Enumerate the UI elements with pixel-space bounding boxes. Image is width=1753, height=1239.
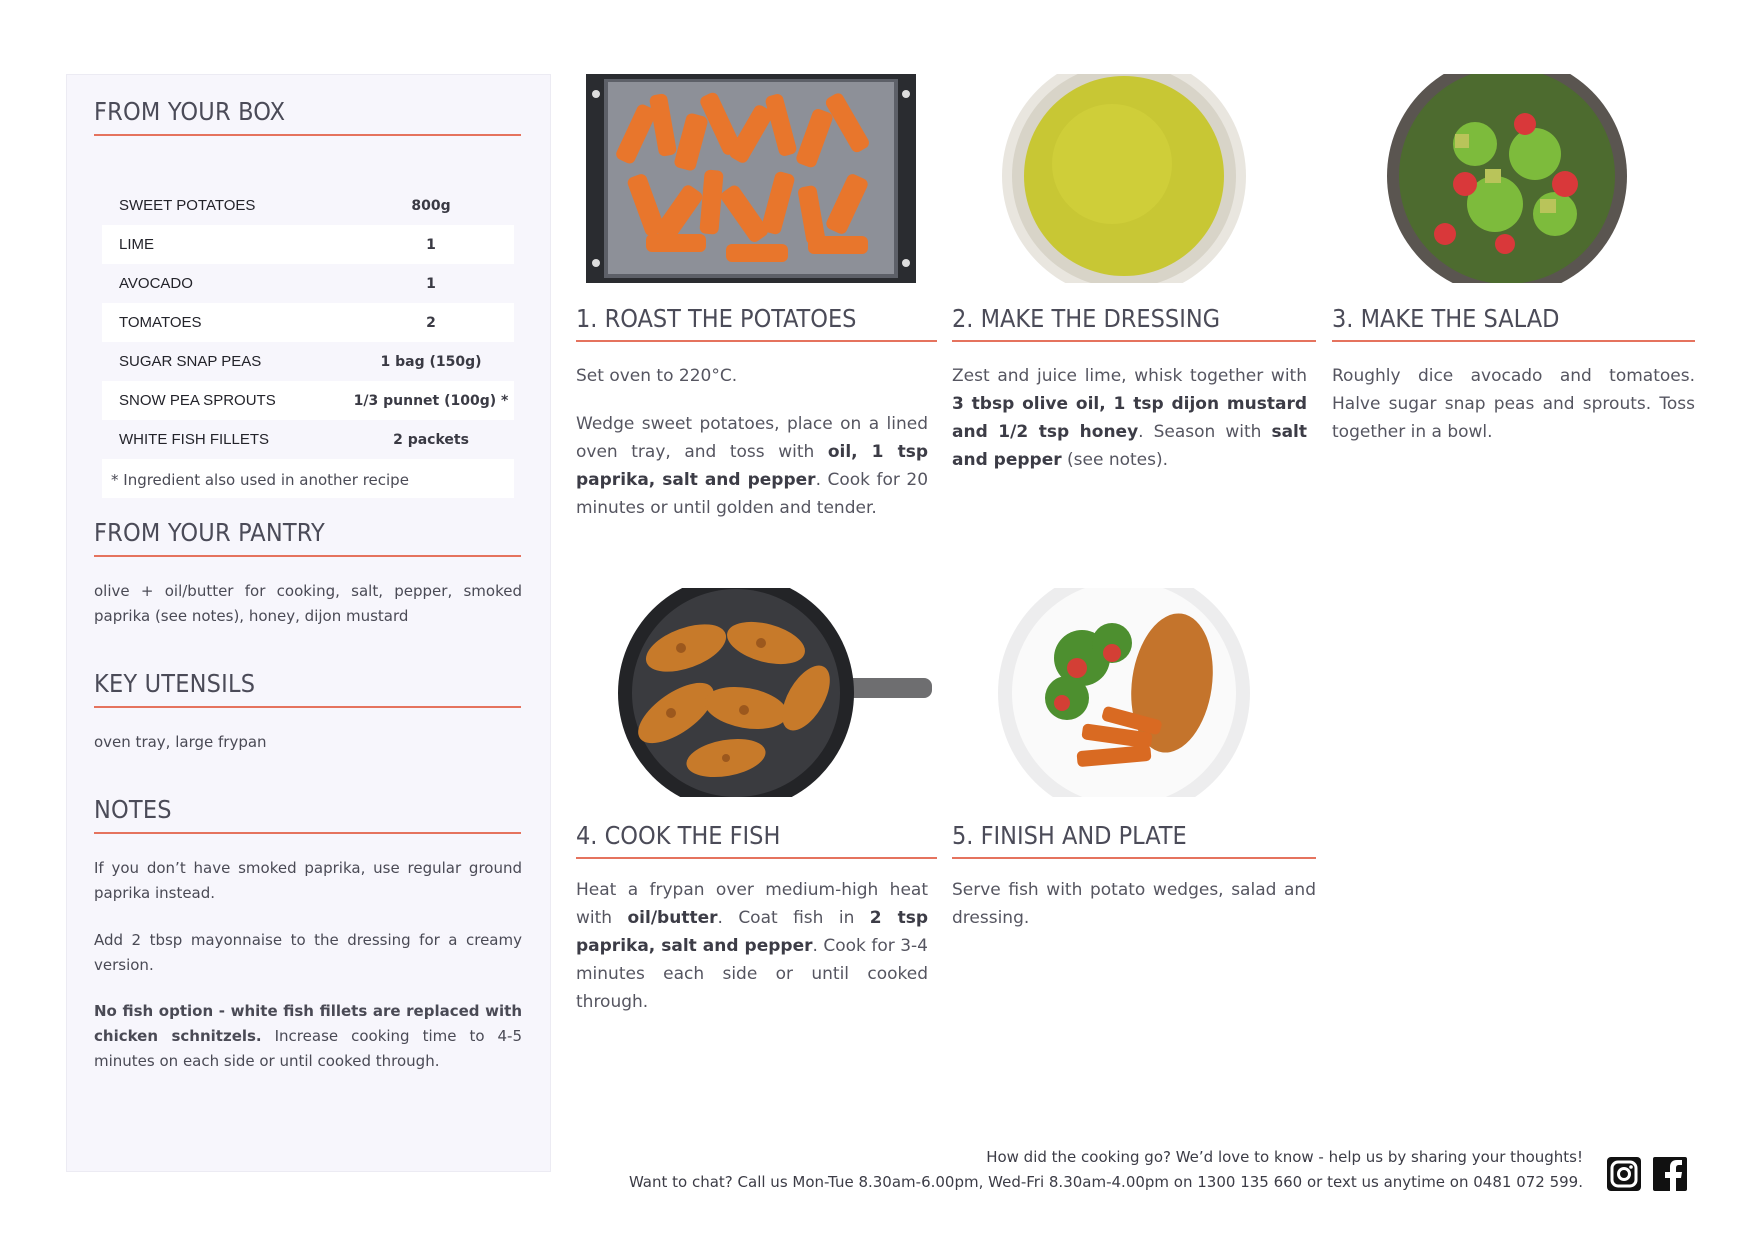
step-1-body bbox=[576, 362, 928, 542]
pantry-text: olive + oil/butter for cooking, salt, pepper, smoked paprika (see notes), honey, dijon mustard bbox=[94, 582, 522, 625]
step-5-body bbox=[952, 876, 1316, 952]
step-1-p2-bold: oil, 1 tsp paprika, salt and pepper bbox=[576, 442, 928, 490]
note-2: Add 2 tbsp mayonnaise to the dressing for a creamy version. bbox=[94, 931, 522, 974]
ingredient-name: WHITE FISH FILLETS bbox=[119, 431, 270, 448]
finished-plate-image bbox=[982, 588, 1266, 797]
step-1-p2 bbox=[576, 410, 928, 522]
ingredient-name: SWEET POTATOES bbox=[119, 197, 256, 214]
ingredient-qty: 1 bag (150g) bbox=[380, 353, 482, 370]
step-4-p bbox=[576, 876, 928, 1016]
key-utensils-title: KEY UTENSILS bbox=[94, 669, 521, 708]
ingredient-row bbox=[102, 264, 514, 303]
step-2-bold-1: 3 tbsp olive oil, 1 tsp dijon mustard and 1/2 tsp honey bbox=[952, 394, 1307, 442]
step-1-p2-c: . Cook for 20 minutes or until golden and tender. bbox=[576, 470, 929, 518]
ingredient-row bbox=[102, 381, 514, 420]
dressing-bowl-image bbox=[982, 74, 1266, 283]
ingredient-footnote: * Ingredient also used in another recipe bbox=[111, 471, 409, 489]
footer-contact-text: Want to chat? Call us Mon-Tue 8.30am-6.00pm, Wed-Fri 8.30am-4.00pm on 1300 135 660 or text us anytime on 0481 072 599. bbox=[628, 1173, 1583, 1191]
ingredient-name: AVOCADO bbox=[119, 275, 193, 292]
step-2-bold-2: salt and pepper bbox=[952, 422, 1307, 470]
step-4-a: Heat a frypan over medium-high heat with bbox=[576, 880, 928, 928]
step-2-a: Zest and juice lime, whisk together with bbox=[952, 366, 1307, 386]
ingredient-name: TOMATOES bbox=[119, 314, 202, 331]
step-2-title: 2. MAKE THE DRESSING bbox=[952, 300, 1316, 342]
ingredient-qty: 2 packets bbox=[393, 431, 469, 448]
from-your-pantry-title: FROM YOUR PANTRY bbox=[94, 518, 521, 557]
ingredient-qty: 800g bbox=[411, 197, 451, 214]
note-1: If you don’t have smoked paprika, use regular ground paprika instead. bbox=[94, 859, 522, 902]
ingredient-qty: 2 bbox=[426, 314, 436, 331]
facebook-icon[interactable] bbox=[1652, 1156, 1688, 1192]
step-3-p: Roughly dice avocado and tomatoes. Halve sugar snap peas and sprouts. Toss together in a bowl. bbox=[1332, 366, 1695, 442]
step-3-body bbox=[1332, 362, 1695, 466]
step-5-title: 5. FINISH AND PLATE bbox=[952, 817, 1316, 859]
ingredient-qty: 1 bbox=[426, 275, 436, 292]
ingredient-row bbox=[102, 303, 514, 342]
roast-potatoes-image bbox=[576, 74, 916, 283]
note-3-rest: Increase cooking time to 4-5 minutes on each side or until cooked through. bbox=[94, 1027, 522, 1070]
step-1-title: 1. ROAST THE POTATOES bbox=[576, 300, 937, 342]
step-1-p2-a: Wedge sweet potatoes, place on a lined oven tray, and toss with bbox=[576, 414, 928, 462]
ingredient-row bbox=[102, 225, 514, 264]
step-2-p bbox=[952, 362, 1307, 474]
ingredient-row bbox=[102, 420, 514, 459]
step-4-bold-2: 2 tsp paprika, salt and pepper bbox=[576, 908, 928, 956]
note-3 bbox=[94, 999, 522, 1074]
step-4-body bbox=[576, 876, 928, 1036]
from-your-box-title: FROM YOUR BOX bbox=[94, 97, 521, 136]
cook-fish-image bbox=[576, 588, 932, 797]
ingredient-row bbox=[102, 342, 514, 381]
ingredient-row bbox=[102, 186, 514, 225]
step-1-p1: Set oven to 220°C. bbox=[576, 366, 738, 386]
step-4-e: . Cook for 3-4 minutes each side or until cooked through. bbox=[576, 936, 928, 1012]
instagram-icon[interactable] bbox=[1606, 1156, 1642, 1192]
step-2-c: . Season with bbox=[1138, 422, 1272, 442]
step-2-body bbox=[952, 362, 1307, 494]
ingredient-name: SUGAR SNAP PEAS bbox=[119, 353, 262, 370]
ingredient-qty: 1 bbox=[426, 236, 436, 253]
note-3-bold: No fish option - white fish fillets are replaced with chicken schnitzels. bbox=[94, 1002, 522, 1045]
step-2-e: (see notes). bbox=[1061, 450, 1169, 470]
ingredients-table bbox=[102, 186, 514, 498]
step-4-bold-1: oil/butter bbox=[627, 908, 718, 928]
ingredient-name: LIME bbox=[119, 236, 155, 253]
footer-feedback-text: How did the cooking go? We’d love to know - help us by sharing your thoughts! bbox=[986, 1148, 1583, 1166]
step-4-title: 4. COOK THE FISH bbox=[576, 817, 937, 859]
step-3-title: 3. MAKE THE SALAD bbox=[1332, 300, 1695, 342]
ingredients-sidebar bbox=[66, 74, 551, 1172]
utensils-text: oven tray, large frypan bbox=[94, 733, 267, 751]
ingredient-qty: 1/3 punnet (100g) * bbox=[353, 392, 509, 409]
ingredient-name: SNOW PEA SPROUTS bbox=[119, 392, 276, 409]
step-5-p: Serve fish with potato wedges, salad and dressing. bbox=[952, 880, 1316, 928]
notes-title: NOTES bbox=[94, 795, 521, 834]
step-4-c: . Coat fish in bbox=[717, 908, 870, 928]
salad-bowl-image bbox=[1365, 74, 1649, 283]
